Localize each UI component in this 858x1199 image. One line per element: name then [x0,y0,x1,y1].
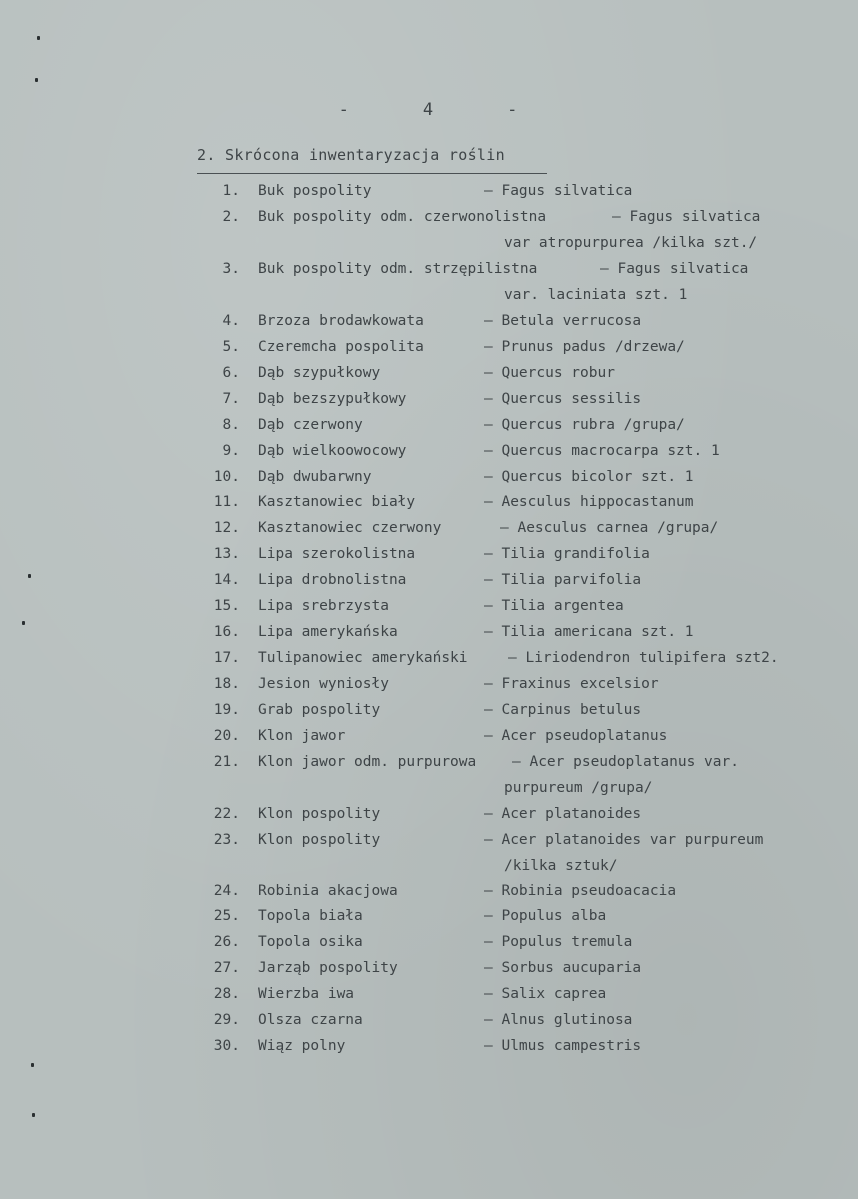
entry-number: 12. [213,520,240,536]
section-title: 2. Skrócona inwentaryzacja roślin [197,146,505,164]
latin-name: – Acer pseudoplatanus var. [512,754,739,770]
entry-number: 17. [213,650,240,666]
latin-name: – Acer pseudoplatanus [484,728,668,744]
entry-number: 7. [222,391,240,407]
latin-name-continuation: var atropurpurea /kilka szt./ [504,235,758,251]
entry-number: 10. [213,469,240,485]
page-number-dash-right: - [507,100,520,120]
polish-name: Jesion wyniosły [258,676,389,692]
latin-name: – Populus tremula [484,934,633,950]
entry-number: 1. [222,183,240,199]
scan-speck [37,36,40,40]
latin-name: – Quercus rubra /grupa/ [484,417,685,433]
polish-name: Lipa szerokolistna [258,546,416,562]
scan-speck [35,78,38,82]
latin-name: – Betula verrucosa [484,313,642,329]
polish-name: Brzoza brodawkowata [258,313,424,329]
latin-name-continuation: purpureum /grupa/ [504,780,653,796]
entry-number: 11. [213,494,240,510]
latin-name: – Quercus macrocarpa szt. 1 [484,443,720,459]
scan-speck [28,574,31,578]
entry-number: 26. [213,934,240,950]
latin-name: – Ulmus campestris [484,1038,642,1054]
scan-speck [31,1063,34,1067]
entry-number: 20. [213,728,240,744]
latin-name: – Populus alba [484,908,607,924]
entry-number: 28. [213,986,240,1002]
entry-number: 4. [222,313,240,329]
page-number-dash-left: - [338,100,351,120]
latin-name: – Acer platanoides var purpureum [484,832,764,848]
latin-name: – Quercus robur [484,365,615,381]
polish-name: Kasztanowiec czerwony [258,520,442,536]
scan-speck [32,1113,35,1117]
entry-number: 19. [213,702,240,718]
latin-name: – Fraxinus excelsior [484,676,659,692]
latin-name: – Tilia parvifolia [484,572,642,588]
latin-name-continuation: /kilka sztuk/ [504,858,618,874]
polish-name: Tulipanowiec amerykański [258,650,468,666]
latin-name: – Salix caprea [484,986,607,1002]
entry-number: 13. [213,546,240,562]
polish-name: Dąb wielkoowocowy [258,443,407,459]
entry-number: 14. [213,572,240,588]
page-number-header [0,100,858,120]
latin-name: – Fagus silvatica [612,209,761,225]
latin-name: – Robinia pseudoacacia [484,883,677,899]
latin-name: – Acer platanoides [484,806,642,822]
entry-number: 2. [222,209,240,225]
entry-number: 22. [213,806,240,822]
entry-number: 3. [222,261,240,277]
entry-number: 16. [213,624,240,640]
latin-name: – Carpinus betulus [484,702,642,718]
entry-number: 5. [222,339,240,355]
polish-name: Dąb szypułkowy [258,365,381,381]
scan-speck [22,621,25,625]
polish-name: Robinia akacjowa [258,883,398,899]
polish-name: Czeremcha pospolita [258,339,424,355]
latin-name: – Quercus sessilis [484,391,642,407]
polish-name: Dąb czerwony [258,417,363,433]
latin-name: – Prunus padus /drzewa/ [484,339,685,355]
polish-name: Buk pospolity odm. strzępilistna [258,261,538,277]
polish-name: Kasztanowiec biały [258,494,416,510]
polish-name: Lipa amerykańska [258,624,398,640]
polish-name: Topola biała [258,908,363,924]
entry-number: 25. [213,908,240,924]
polish-name: Buk pospolity odm. czerwonolistna [258,209,547,225]
polish-name: Topola osika [258,934,363,950]
latin-name: – Aesculus carnea /grupa/ [500,520,719,536]
section-title-underline [197,173,547,174]
entry-number: 24. [213,883,240,899]
latin-name: – Aesculus hippocastanum [484,494,694,510]
page-number: 4 [422,100,436,120]
latin-name-continuation: var. laciniata szt. 1 [504,287,688,303]
polish-name: Olsza czarna [258,1012,363,1028]
entry-number: 6. [222,365,240,381]
entry-number: 23. [213,832,240,848]
latin-name: – Sorbus aucuparia [484,960,642,976]
polish-name: Lipa srebrzysta [258,598,389,614]
polish-name: Jarząb pospolity [258,960,398,976]
latin-name: – Tilia argentea [484,598,624,614]
latin-name: – Tilia americana szt. 1 [484,624,694,640]
entry-number: 29. [213,1012,240,1028]
entry-number: 18. [213,676,240,692]
entry-number: 9. [222,443,240,459]
entry-number: 30. [213,1038,240,1054]
polish-name: Klon pospolity [258,806,381,822]
polish-name: Dąb bezszypułkowy [258,391,407,407]
polish-name: Dąb dwubarwny [258,469,372,485]
latin-name: – Fagus silvatica [600,261,749,277]
entry-number: 21. [213,754,240,770]
latin-name: – Tilia grandifolia [484,546,650,562]
polish-name: Lipa drobnolistna [258,572,407,588]
latin-name: – Liriodendron tulipifera szt2. [508,650,779,666]
polish-name: Grab pospolity [258,702,381,718]
entry-number: 8. [222,417,240,433]
latin-name: – Quercus bicolor szt. 1 [484,469,694,485]
entry-number: 15. [213,598,240,614]
polish-name: Wiąz polny [258,1038,346,1054]
latin-name: – Alnus glutinosa [484,1012,633,1028]
polish-name: Klon jawor [258,728,346,744]
polish-name: Klon jawor odm. purpurowa [258,754,477,770]
polish-name: Wierzba iwa [258,986,355,1002]
entry-number: 27. [213,960,240,976]
latin-name: – Fagus silvatica [484,183,633,199]
polish-name: Buk pospolity [258,183,372,199]
polish-name: Klon pospolity [258,832,381,848]
